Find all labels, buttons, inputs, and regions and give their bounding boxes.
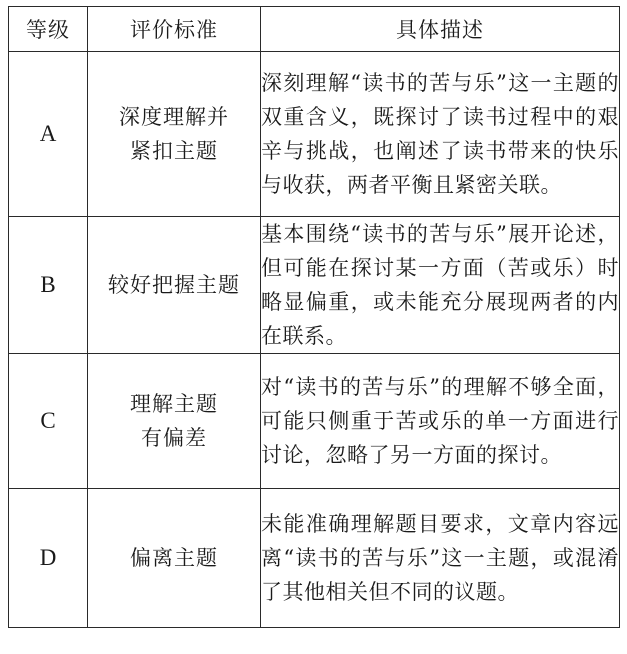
grade-cell: C: [9, 354, 88, 489]
table-row: [9, 217, 620, 354]
grade-cell: B: [9, 217, 88, 354]
header-grade: 等级: [9, 7, 88, 52]
standard-line: 偏离主题: [130, 546, 218, 570]
standard-cell: [88, 354, 261, 489]
standard-cell: [88, 489, 261, 628]
standard-cell: [88, 52, 261, 217]
standard-line: 紧扣主题: [130, 139, 218, 163]
header-standard: 评价标准: [88, 7, 261, 52]
table-row: [9, 52, 620, 217]
table-header-row: [9, 7, 620, 52]
table-row: [9, 489, 620, 628]
grade-cell: D: [9, 489, 88, 628]
description-cell: 基本围绕“读书的苦与乐”展开论述，但可能在探讨某一方面（苦或乐）时略显偏重，或未能充分展现两者的内在联系。: [261, 217, 620, 354]
header-description: 具体描述: [261, 7, 620, 52]
standard-line: 有偏差: [141, 426, 207, 450]
standard-line: 深度理解并: [119, 105, 229, 129]
standard-cell: [88, 217, 261, 354]
grade-cell: A: [9, 52, 88, 217]
description-cell: 对“读书的苦与乐”的理解不够全面，可能只侧重于苦或乐的单一方面进行讨论，忽略了另一方面的探讨。: [261, 354, 620, 489]
description-cell: 深刻理解“读书的苦与乐”这一主题的双重含义，既探讨了读书过程中的艰辛与挑战，也阐述了读书带来的快乐与收获，两者平衡且紧密关联。: [261, 52, 620, 217]
description-cell: 未能准确理解题目要求，文章内容远离“读书的苦与乐”这一主题，或混淆了其他相关但不同的议题。: [261, 489, 620, 628]
standard-line: 理解主题: [130, 392, 218, 416]
evaluation-rubric-table: [8, 6, 620, 628]
standard-line: 较好把握主题: [108, 273, 240, 297]
table-row: [9, 354, 620, 489]
